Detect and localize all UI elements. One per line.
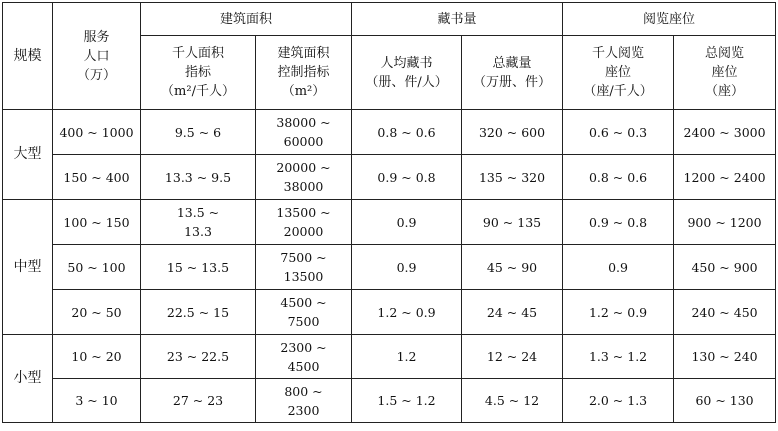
cell-books-per-person: 1.2 [352,335,462,379]
cell-books-total: 12 ~ 24 [462,335,563,379]
header-row-groups [3,3,776,36]
cell-seats-total: 2400 ~ 3000 [674,110,776,155]
cell-books-total: 90 ~ 135 [462,200,563,245]
header-seats-per-thousand: 千人阅览 座位 （座/千人） [563,36,674,110]
cell-books-total: 4.5 ~ 12 [462,379,563,423]
table-row [3,379,776,423]
cell-seats-total: 1200 ~ 2400 [674,155,776,200]
cell-population: 50 ~ 100 [53,245,141,290]
cell-area-index: 23 ~ 22.5 [141,335,256,379]
cell-seats-per-thousand: 1.2 ~ 0.9 [563,290,674,335]
table-row [3,110,776,155]
cell-books-total: 45 ~ 90 [462,245,563,290]
header-scale: 规模 [3,3,53,110]
cell-seats-total: 450 ~ 900 [674,245,776,290]
cell-area-index: 27 ~ 23 [141,379,256,423]
table-row [3,335,776,379]
cell-books-per-person: 0.9 [352,200,462,245]
cell-books-per-person: 0.8 ~ 0.6 [352,110,462,155]
group-label: 大型 [3,110,53,200]
library-scale-table [2,2,776,423]
cell-area-control: 800 ~ 2300 [256,379,352,423]
cell-population: 10 ~ 20 [53,335,141,379]
cell-area-control: 20000 ~ 38000 [256,155,352,200]
cell-seats-per-thousand: 0.6 ~ 0.3 [563,110,674,155]
cell-seats-per-thousand: 2.0 ~ 1.3 [563,379,674,423]
header-books-per-person: 人均藏书 （册、件/人） [352,36,462,110]
cell-seats-total: 60 ~ 130 [674,379,776,423]
table-row [3,290,776,335]
header-population: 服务 人口 （万） [53,3,141,110]
group-label: 中型 [3,200,53,335]
cell-population: 20 ~ 50 [53,290,141,335]
cell-seats-per-thousand: 0.9 ~ 0.8 [563,200,674,245]
cell-area-index: 15 ~ 13.5 [141,245,256,290]
header-area-control: 建筑面积 控制指标 （m²） [256,36,352,110]
cell-seats-per-thousand: 0.9 [563,245,674,290]
cell-books-total: 320 ~ 600 [462,110,563,155]
cell-area-index: 13.3 ~ 9.5 [141,155,256,200]
cell-population: 400 ~ 1000 [53,110,141,155]
cell-books-per-person: 0.9 [352,245,462,290]
group-label: 小型 [3,335,53,423]
header-books-group: 藏书量 [352,3,563,36]
header-area-group: 建筑面积 [141,3,352,36]
cell-area-control: 7500 ~ 13500 [256,245,352,290]
cell-books-per-person: 1.5 ~ 1.2 [352,379,462,423]
header-area-index: 千人面积 指标 （m²/千人） [141,36,256,110]
header-seats-group: 阅览座位 [563,3,776,36]
table-row [3,200,776,245]
cell-population: 100 ~ 150 [53,200,141,245]
cell-area-index: 22.5 ~ 15 [141,290,256,335]
cell-seats-total: 130 ~ 240 [674,335,776,379]
cell-books-total: 135 ~ 320 [462,155,563,200]
cell-area-index: 13.5 ~ 13.3 [141,200,256,245]
cell-area-control: 2300 ~ 4500 [256,335,352,379]
cell-population: 150 ~ 400 [53,155,141,200]
cell-area-index: 9.5 ~ 6 [141,110,256,155]
cell-population: 3 ~ 10 [53,379,141,423]
cell-books-per-person: 0.9 ~ 0.8 [352,155,462,200]
cell-seats-total: 900 ~ 1200 [674,200,776,245]
cell-seats-total: 240 ~ 450 [674,290,776,335]
cell-area-control: 38000 ~ 60000 [256,110,352,155]
cell-books-total: 24 ~ 45 [462,290,563,335]
cell-area-control: 4500 ~ 7500 [256,290,352,335]
cell-seats-per-thousand: 1.3 ~ 1.2 [563,335,674,379]
cell-area-control: 13500 ~ 20000 [256,200,352,245]
table-row [3,245,776,290]
header-books-total: 总藏量 （万册、件） [462,36,563,110]
cell-seats-per-thousand: 0.8 ~ 0.6 [563,155,674,200]
table-row [3,155,776,200]
header-seats-total: 总阅览 座位 （座） [674,36,776,110]
cell-books-per-person: 1.2 ~ 0.9 [352,290,462,335]
